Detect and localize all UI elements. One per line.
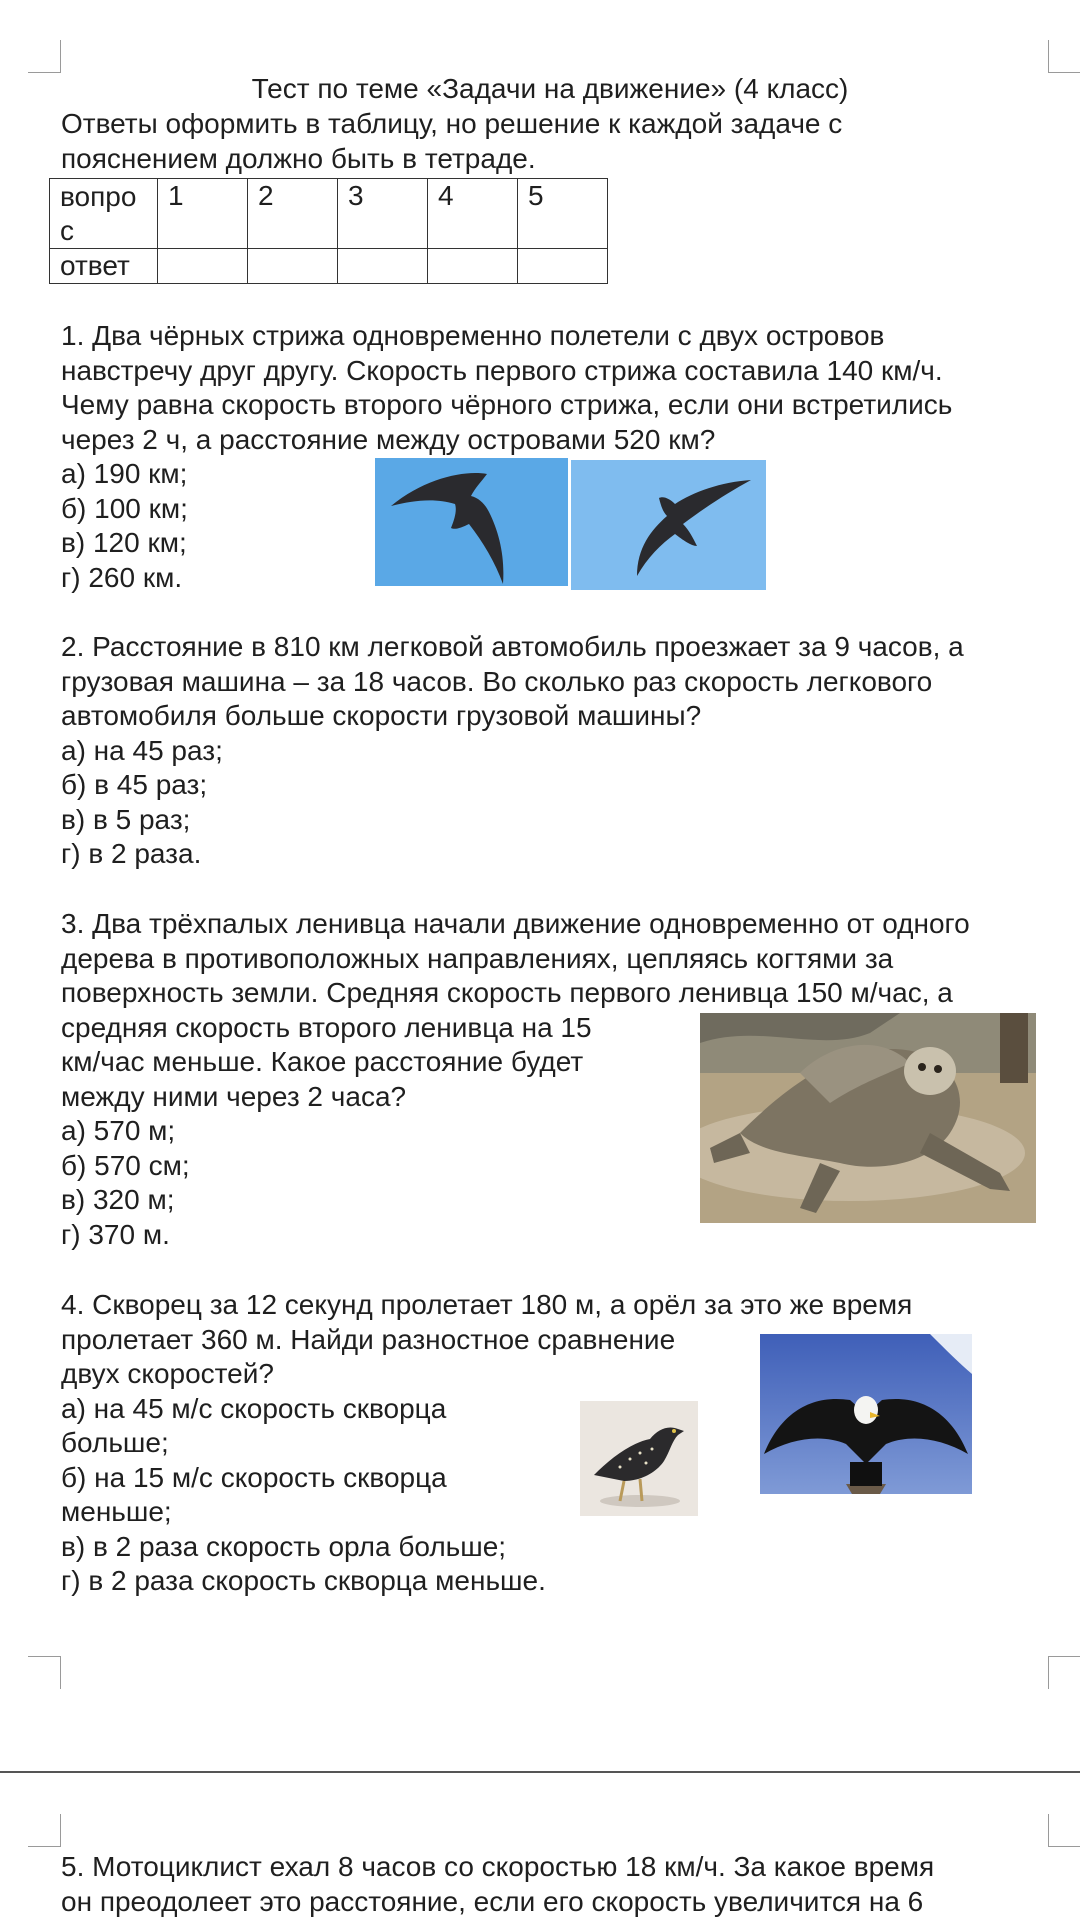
answer-cell: [428, 249, 518, 284]
swift-photo-left: [375, 458, 568, 586]
starling-photo: [580, 1401, 698, 1516]
answer-cell: [248, 249, 338, 284]
question-1-text: навстречу друг другу. Скорость первого стрижа составила 140 км/ч.: [61, 354, 943, 386]
question-3-text: средняя скорость второго ленивца на 15: [61, 1011, 592, 1043]
instructions-line: Ответы оформить в таблицу, но решение к каждой задаче с: [61, 108, 843, 139]
answer-cell: [338, 249, 428, 284]
question-3-text: км/час меньше. Какое расстояние будет: [61, 1046, 584, 1077]
answer-cell: [518, 249, 608, 284]
sloth-photo: [700, 1013, 1036, 1223]
answer-option: б) 100 км;: [61, 492, 188, 524]
question-number-cell: 4: [428, 179, 518, 249]
answer-option: б) на 15 м/с скорость скворца: [61, 1461, 447, 1493]
question-3-text: поверхность земли. Средняя скорость первого ленивца 150 м/час, а: [61, 977, 953, 1008]
starling-illustration: [580, 1401, 698, 1516]
answer-option: г) 370 м.: [61, 1218, 170, 1250]
answer-option: в) в 2 раза скорость орла больше;: [61, 1530, 507, 1562]
page-corner-mark: [1048, 1656, 1080, 1689]
question-1-text: через 2 ч, а расстояние между островами 520 км?: [61, 423, 716, 455]
swift-photo-right: [571, 460, 766, 590]
question-5-text: 5. Мотоциклист ехал 8 часов со скоростью 18 км/ч. За какое время: [61, 1851, 935, 1882]
answer-option: г) 260 км.: [61, 561, 183, 593]
question-number-cell: 1: [158, 179, 248, 249]
eagle-photo: [760, 1334, 972, 1494]
table-row-questions: [50, 179, 608, 249]
sloth-illustration: [700, 1013, 1036, 1223]
question-2: [61, 630, 1060, 872]
question-4-text: 4. Скворец за 12 секунд пролетает 180 м, а орёл за это же время: [61, 1289, 913, 1320]
answer-option: а) 570 м;: [61, 1115, 176, 1146]
answer-option: больше;: [61, 1427, 169, 1458]
page-corner-mark: [1048, 40, 1080, 73]
question-1-text: 1. Два чёрных стрижа одновременно полетели с двух островов: [61, 320, 885, 351]
swift-silhouette: [571, 460, 766, 590]
question-2-text: автомобиля больше скорости грузовой машины?: [61, 700, 702, 731]
eagle-illustration: [760, 1334, 972, 1494]
question-2-text: грузовая машина – за 18 часов. Во сколько раз скорость легкового: [61, 665, 933, 697]
question-1-text: Чему равна скорость второго чёрного стрижа, если они встретились: [61, 389, 953, 420]
answer-option: б) 570 см;: [61, 1149, 190, 1181]
page-corner-mark: [28, 1656, 61, 1689]
document-title: Тест по теме «Задачи на движение» (4 класс): [251, 73, 849, 104]
question-header-part: вопро: [60, 181, 137, 212]
question-3-text: 3. Два трёхпалых ленивца начали движение одновременно от одного: [61, 908, 970, 939]
answer-option: г) в 2 раза.: [61, 838, 202, 869]
question-5: [61, 1850, 1060, 1919]
question-4-text: пролетает 360 м. Найди разностное сравнение: [61, 1323, 676, 1355]
answer-option: г) в 2 раза скорость скворца меньше.: [61, 1565, 546, 1596]
answer-cell: [158, 249, 248, 284]
question-number-cell: 3: [338, 179, 428, 249]
instructions: [61, 107, 1060, 176]
answer-option: а) 190 км;: [61, 458, 188, 489]
page-divider: [0, 1771, 1080, 1773]
page-corner-mark: [1048, 1814, 1080, 1847]
answer-option: меньше;: [61, 1496, 172, 1527]
question-number-cell: 5: [518, 179, 608, 249]
swift-silhouette: [375, 458, 568, 586]
answer-header-cell: ответ: [50, 249, 158, 284]
question-3-text: дерева в противоположных направлениях, цепляясь когтями за: [61, 942, 894, 974]
question-5-text: он преодолеет это расстояние, если его скорость увеличится на 6: [61, 1885, 924, 1917]
answer-option: в) 320 м;: [61, 1184, 175, 1215]
question-header-part: с: [60, 215, 74, 246]
answer-option: а) на 45 раз;: [61, 734, 223, 766]
question-3-text: между ними через 2 часа?: [61, 1080, 407, 1112]
answer-option: в) в 5 раз;: [61, 803, 191, 835]
instructions-line: пояснением должно быть в тетраде.: [61, 142, 536, 174]
question-2-text: 2. Расстояние в 810 км легковой автомобиль проезжает за 9 часов, а: [61, 631, 964, 662]
table-row-answers: [50, 249, 608, 284]
question-header-cell: [50, 179, 158, 249]
answer-table: [49, 178, 608, 284]
page-corner-mark: [28, 1814, 61, 1847]
answer-option: б) в 45 раз;: [61, 769, 208, 800]
answer-option: в) 120 км;: [61, 527, 187, 558]
page-corner-mark: [28, 40, 61, 73]
answer-option: а) на 45 м/с скорость скворца: [61, 1392, 447, 1424]
question-number-cell: 2: [248, 179, 338, 249]
question-4-text: двух скоростей?: [61, 1358, 274, 1389]
